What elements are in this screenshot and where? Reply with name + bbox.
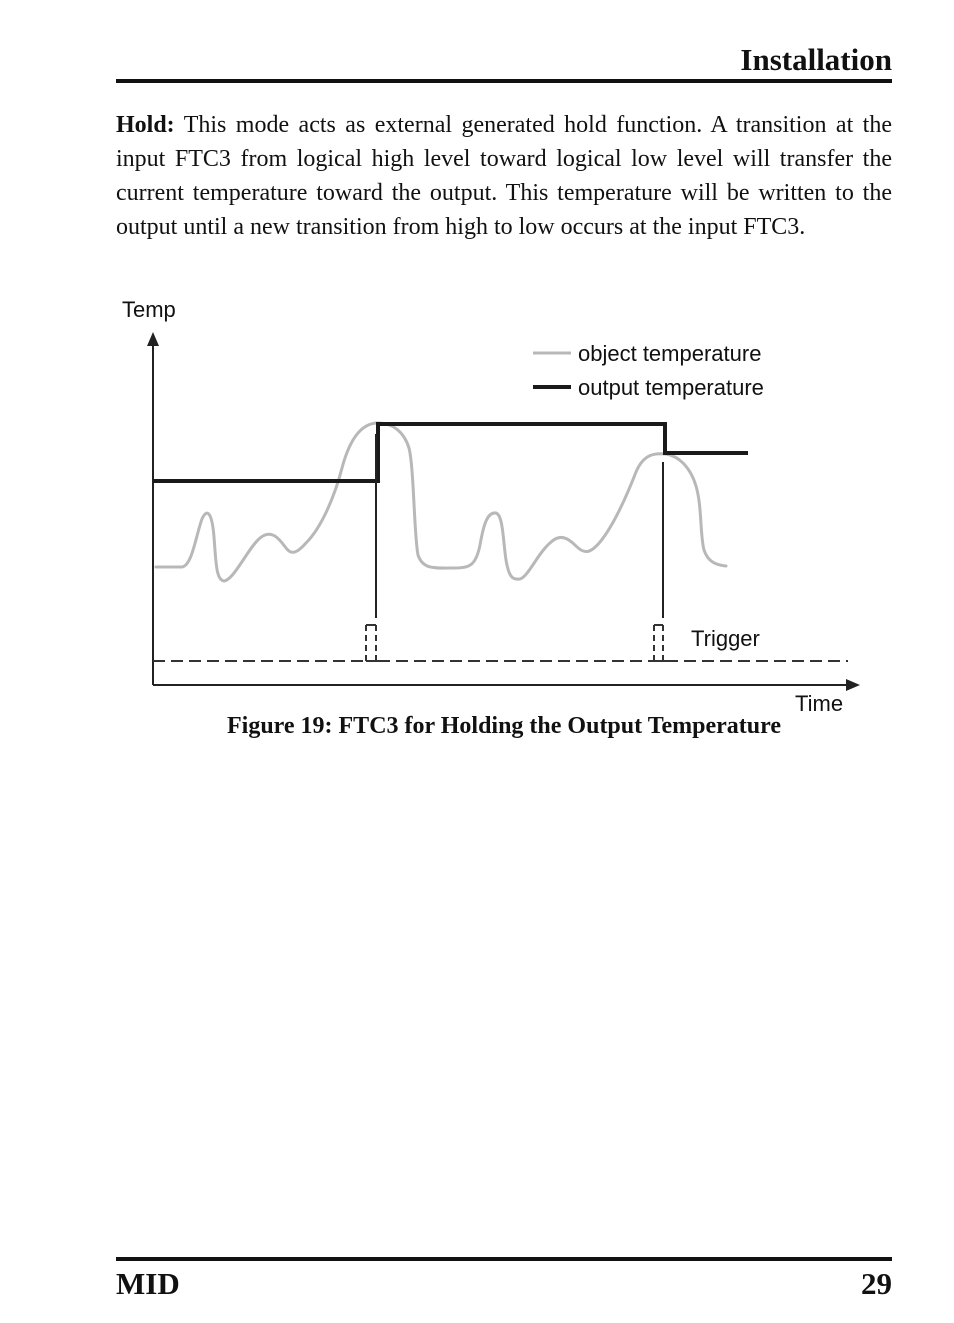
x-axis-label: Time [795, 691, 844, 716]
hold-description [116, 108, 892, 244]
section-title: Installation [740, 42, 892, 77]
trigger-pulse-1 [366, 625, 378, 661]
hold-description-text: This mode acts as external generated hold function. A transition at the input FTC3 from logical high level toward logical low level will transfer the current temperature toward the output. This temperature will be written to the output until a new transition from high to low occurs at the input FTC3. [116, 112, 892, 240]
object-temperature-line [156, 423, 726, 581]
y-axis-arrow-icon [147, 332, 159, 346]
legend-object-label: object temperature [578, 341, 762, 366]
legend-output-label: output temperature [578, 375, 764, 400]
figure-caption: Figure 19: FTC3 for Holding the Output Temperature [226, 713, 781, 739]
trigger-pulse-2 [654, 625, 666, 661]
page-number: 29 [861, 1266, 892, 1301]
hold-diagram [110, 290, 870, 720]
hold-diagram-svg [110, 290, 870, 720]
y-axis-label: Temp [122, 297, 176, 322]
trigger-label: Trigger [691, 626, 760, 651]
footer-rule [116, 1257, 892, 1261]
header-rule [116, 79, 892, 83]
x-axis-arrow-icon [846, 679, 860, 691]
hold-term: Hold: [116, 112, 175, 138]
footer-product-name: MID [116, 1266, 180, 1301]
